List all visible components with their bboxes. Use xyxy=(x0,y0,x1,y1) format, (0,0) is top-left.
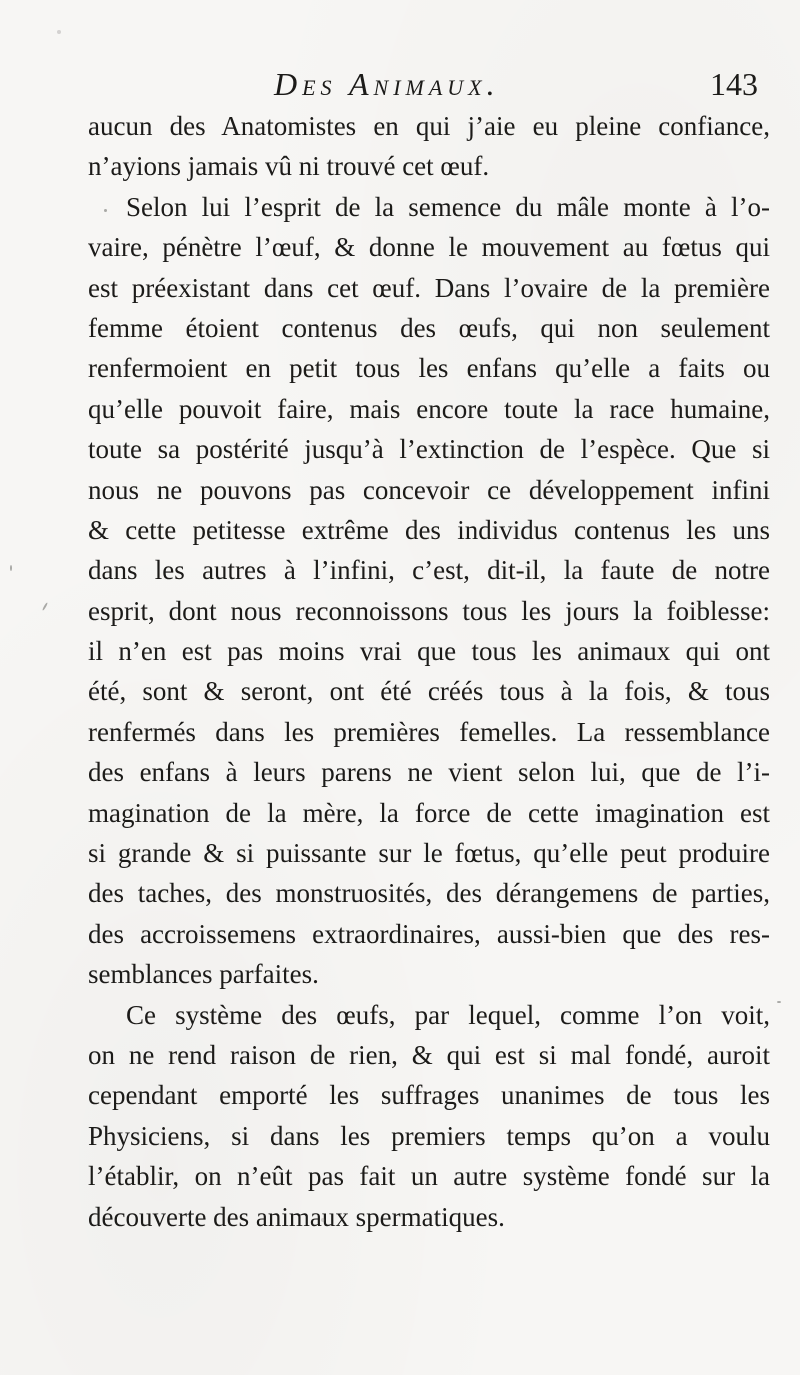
text-line: & cette petitesse extrême des individus contenus les uns xyxy=(88,514,770,545)
ink-speck xyxy=(42,602,48,611)
text-line: est préexistant dans cet œuf. Dans l’ovaire de la première xyxy=(88,272,770,303)
text-line: Selon lui l’esprit de la semence du mâle monte à l’o- xyxy=(126,191,770,222)
body-text xyxy=(88,106,770,1237)
text-line: qu’elle pouvoit faire, mais encore toute la race humaine, xyxy=(88,393,770,424)
ink-speck xyxy=(104,209,107,212)
ink-speck xyxy=(10,565,12,571)
text-line: Physiciens, si dans les premiers temps qu’on a voulu xyxy=(88,1120,770,1151)
text-line: l’établir, on n’eût pas fait un autre système fondé sur la xyxy=(88,1161,770,1192)
text-line: Ce système des œufs, par lequel, comme l’on voit, xyxy=(126,999,770,1030)
text-line: si grande & si puissante sur le fœtus, qu’elle peut produire xyxy=(88,838,770,869)
text-line: renfermés dans les premières femelles. La ressemblance xyxy=(88,716,770,747)
text-line: aucun des Anatomistes en qui j’aie eu pleine confiance, xyxy=(88,111,770,141)
text-line: n’ayions jamais vû ni trouvé cet œuf. xyxy=(88,151,490,182)
text-line: des enfans à leurs parens ne vient selon lui, que de l’i- xyxy=(88,757,770,788)
text-line: il n’en est pas moins vrai que tous les animaux qui ont xyxy=(88,636,770,667)
text-line: on ne rend raison de rien, & qui est si mal fondé, auroit xyxy=(88,1039,770,1070)
running-title: Des Animaux. xyxy=(274,66,500,102)
text-line: renfermoient en petit tous les enfans qu’elle a faits ou xyxy=(88,353,770,384)
text-line: été, sont & seront, ont été créés tous à la fois, & tous xyxy=(88,676,770,707)
page-number: 143 xyxy=(710,66,758,102)
ink-speck xyxy=(777,1001,781,1003)
text-line: magination de la mère, la force de cette imagination est xyxy=(88,797,770,828)
text-line: vaire, pénètre l’œuf, & donne le mouvement au fœtus qui xyxy=(88,232,770,263)
ink-speck xyxy=(57,30,61,34)
ink-speck xyxy=(321,1218,325,1222)
text-line: semblances parfaites. xyxy=(88,959,319,990)
text-line: toute sa postérité jusqu’à l’extinction de l’espèce. Que si xyxy=(88,434,770,465)
text-line: cependant emporté les suffrages unanimes de tous les xyxy=(88,1080,770,1111)
text-line: esprit, dont nous reconnoissons tous les jours la foiblesse: xyxy=(88,595,770,626)
text-line: dans les autres à l’infini, c’est, dit-il, la faute de notre xyxy=(88,555,770,586)
text-line: découverte des animaux spermatiques. xyxy=(88,1201,505,1232)
text-line: des accroissemens extraordinaires, aussi-bien que des res- xyxy=(88,918,770,949)
text-line: femme étoient contenus des œufs, qui non seulement xyxy=(88,312,770,343)
text-line: des taches, des monstruosités, des dérangemens de parties, xyxy=(88,878,770,909)
text-line: nous ne pouvons pas concevoir ce développement infini xyxy=(88,474,770,505)
